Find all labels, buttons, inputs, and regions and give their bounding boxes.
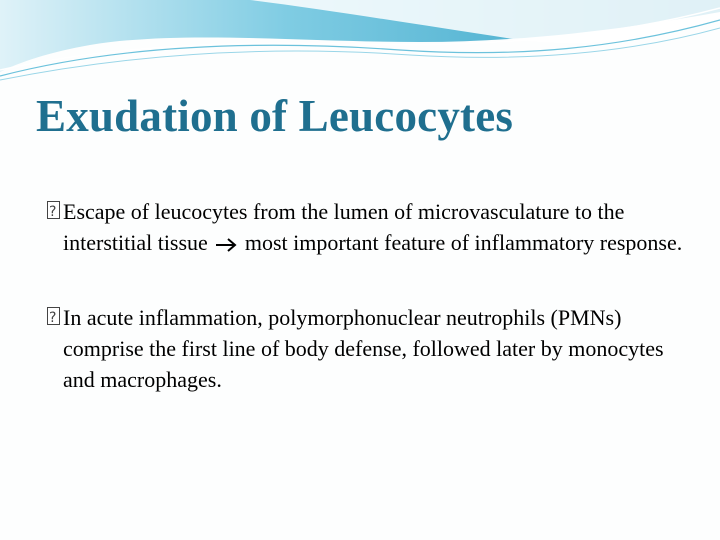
bullet-text: In acute inflammation, polymorphonuclear neutrophils (PMNs) comprise the first line of body defense, followed later by monocytes and macrophages. bbox=[63, 305, 664, 392]
bullet-text bbox=[63, 196, 686, 258]
bullet-item bbox=[46, 196, 686, 258]
header-wave-decoration bbox=[0, 0, 720, 90]
bullet-text-part: Escape of leucocytes from the lumen of microvasculature to the interstitial tissue bbox=[63, 199, 625, 255]
bullet-list bbox=[46, 196, 686, 439]
arrow-right-icon bbox=[215, 238, 237, 252]
bullet-marker-icon bbox=[46, 201, 61, 219]
slide-title: Exudation of Leucocytes bbox=[36, 91, 514, 141]
bullet-marker-icon bbox=[46, 307, 61, 325]
bullet-text-part: most important feature of inflammatory response. bbox=[244, 230, 683, 255]
bullet-item bbox=[46, 302, 686, 395]
